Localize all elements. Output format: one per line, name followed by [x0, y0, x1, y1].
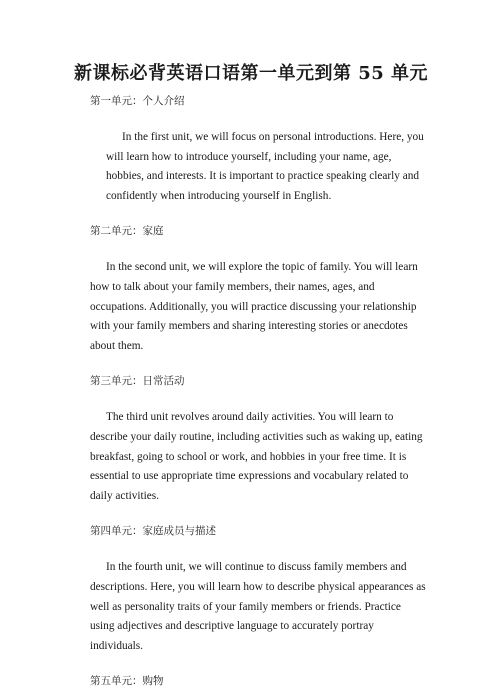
unit-section	[90, 523, 426, 656]
unit-paragraph: In the first unit, we will focus on personal introductions. Here, you will learn how to introduce yourself, including your name, age, hobbies, and interests. It is important to practice speaking clearly and confidently when introducing yourself in English.	[106, 131, 424, 202]
unit-section	[90, 223, 426, 356]
unit-heading: 第一单元：个人介绍	[90, 95, 185, 107]
unit-section	[90, 673, 426, 689]
document-title: 新课标必背英语口语第一单元到第 55 单元	[73, 63, 429, 84]
document-content	[90, 90, 426, 689]
unit-heading: 第二单元：家庭	[90, 225, 164, 238]
unit-paragraph: The third unit revolves around daily activities. You will learn to describe your daily routine, including activities such as waking up, eating breakfast, going to school or work, and hobbies in your free time. It is essential to use appropriate time expressions and vocabulary related to daily activities.	[90, 411, 423, 502]
unit-section	[90, 93, 426, 206]
unit-section	[90, 373, 426, 506]
unit-heading: 第三单元：日常活动	[90, 375, 185, 388]
unit-heading: 第五单元：购物	[90, 675, 164, 688]
unit-paragraph: In the second unit, we will explore the topic of family. You will learn how to talk about your family members, their names, ages, and occupations. Additionally, you will practice discussing your relationship with your family members and sharing interesting stories or anecdotes about them.	[90, 261, 418, 352]
unit-paragraph: In the fourth unit, we will continue to discuss family members and descriptions. Here, you will learn how to describe physical appearances as well as personality traits of your family members or friends. Practice using adjectives and descriptive language to accurately portray individuals.	[90, 561, 426, 652]
unit-heading: 第四单元：家庭成员与描述	[90, 525, 216, 538]
